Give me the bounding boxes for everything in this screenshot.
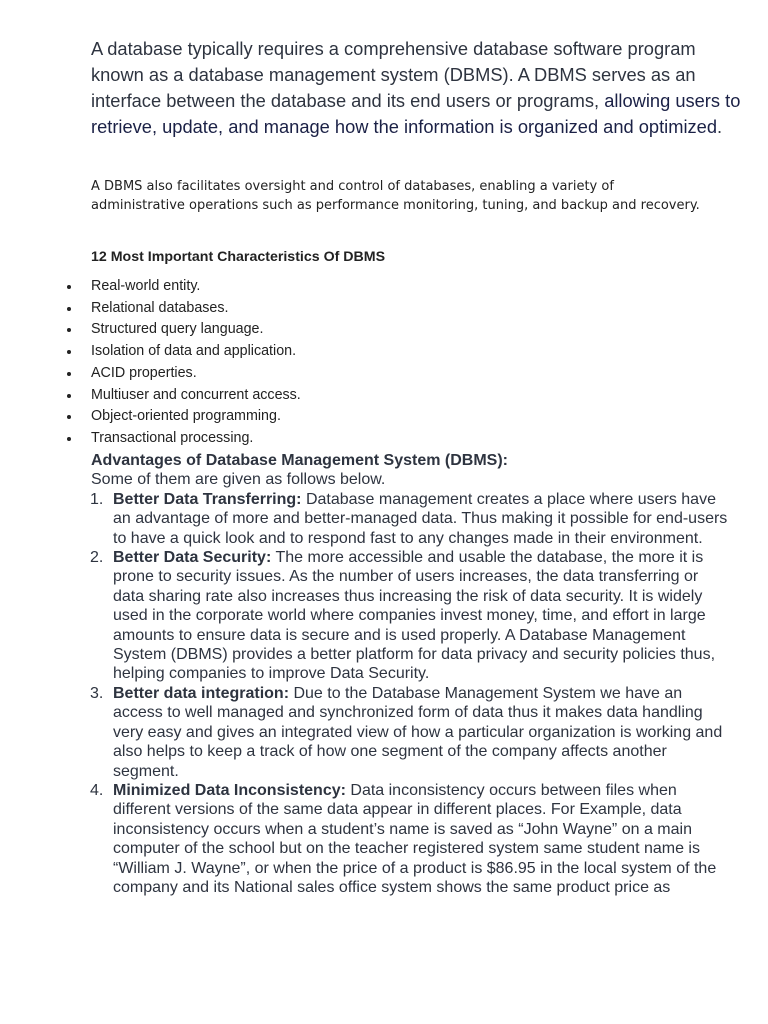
bullet-icon — [67, 437, 71, 441]
item-number: 1. — [90, 490, 104, 508]
advantage-item — [91, 490, 731, 548]
list-item-text: ACID properties. — [91, 364, 197, 381]
list-item-text: Object-oriented programming. — [91, 408, 281, 425]
oversight-paragraph: A DBMS also facilitates oversight and control of databases, enabling a variety of administrative operations such as performance monitoring, tuning, and backup and recovery. — [91, 179, 700, 213]
advantage-item — [91, 781, 731, 897]
list-item-text: Transactional processing. — [91, 429, 254, 446]
list-item-text: Structured query language. — [91, 321, 264, 338]
advantage-item — [91, 548, 731, 684]
list-item-text: Multiuser and concurrent access. — [91, 386, 301, 403]
bullet-icon — [67, 307, 71, 311]
item-title: Better data integration: — [113, 684, 290, 702]
advantages-intro: Some of them are given as follows below. — [91, 471, 386, 489]
bullet-icon — [67, 415, 71, 419]
bullet-icon — [67, 372, 71, 376]
item-number: 3. — [90, 684, 104, 702]
intro-highlight-text: allowing users to retrieve, update, and manage how the information is organized and optimized — [91, 90, 741, 137]
list-item — [60, 298, 301, 320]
item-text: Data inconsistency occurs between files when different versions of the same data appear in different places. For Example, data inconsistency occurs when a student’s name is saved as “John Wayne” on a main computer of the school but on the teacher registered system same student name is “William J. Wayne”, or when the price of a product is $86.95 in the local system of the company and its National sales office system shows the same product price as — [113, 781, 717, 896]
intro-paragraph — [91, 36, 741, 140]
item-number: 4. — [90, 781, 104, 799]
list-item-text: Isolation of data and application. — [91, 343, 297, 360]
intro-end-text: . — [717, 116, 723, 137]
list-item-text: Real-world entity. — [91, 278, 201, 294]
bullet-icon — [67, 350, 71, 354]
list-item — [60, 363, 301, 385]
bullet-icon — [67, 285, 71, 289]
advantages-section — [91, 451, 731, 897]
bullet-icon — [67, 328, 71, 332]
advantages-heading: Advantages of Database Management System (DBMS): — [91, 452, 508, 469]
list-item — [60, 406, 301, 428]
list-item-text: Relational databases. — [91, 299, 229, 316]
list-item — [60, 385, 301, 407]
item-text: Due to the Database Management System we have an access to well managed and synchronized form of data thus it makes data handling very easy and gives an integrated view of how a particular organization is working and also helps to keep a track of how one segment of the company affects another segment. — [113, 684, 723, 780]
item-text: The more accessible and usable the database, the more it is prone to security issues. As the number of users increases, the data transferring or data sharing rate also increases thus increasing the risk of data security. It is widely used in the corporate world where companies invest money, time, and effort in large amounts to ensure data is secure and is used properly. A Database Management System (DBMS) provides a better platform for data privacy and security policies thus, helping companies to improve Data Security. — [113, 549, 716, 683]
list-item — [60, 276, 301, 298]
advantage-item — [91, 684, 731, 781]
item-title: Better Data Transferring: — [113, 490, 302, 508]
list-item — [60, 341, 301, 363]
list-item — [60, 319, 301, 341]
bullet-icon — [67, 394, 71, 398]
list-item — [60, 428, 301, 450]
item-number: 2. — [90, 549, 104, 567]
characteristics-heading: 12 Most Important Characteristics Of DBMS — [91, 249, 386, 265]
item-text: Database management creates a place where users have an advantage of more and better-managed data. Thus making it possible for end-users to have a quick look and to respond fast to any changes made in their environment. — [113, 490, 728, 547]
intro-text: A database typically requires a comprehensive database software program known as a database management system (DBMS). A DBMS serves as an interface between the database and its end users or programs, — [91, 38, 696, 111]
item-title: Minimized Data Inconsistency: — [113, 781, 346, 799]
advantages-list — [91, 490, 731, 898]
item-title: Better Data Security: — [113, 549, 272, 567]
characteristics-list — [60, 276, 301, 450]
